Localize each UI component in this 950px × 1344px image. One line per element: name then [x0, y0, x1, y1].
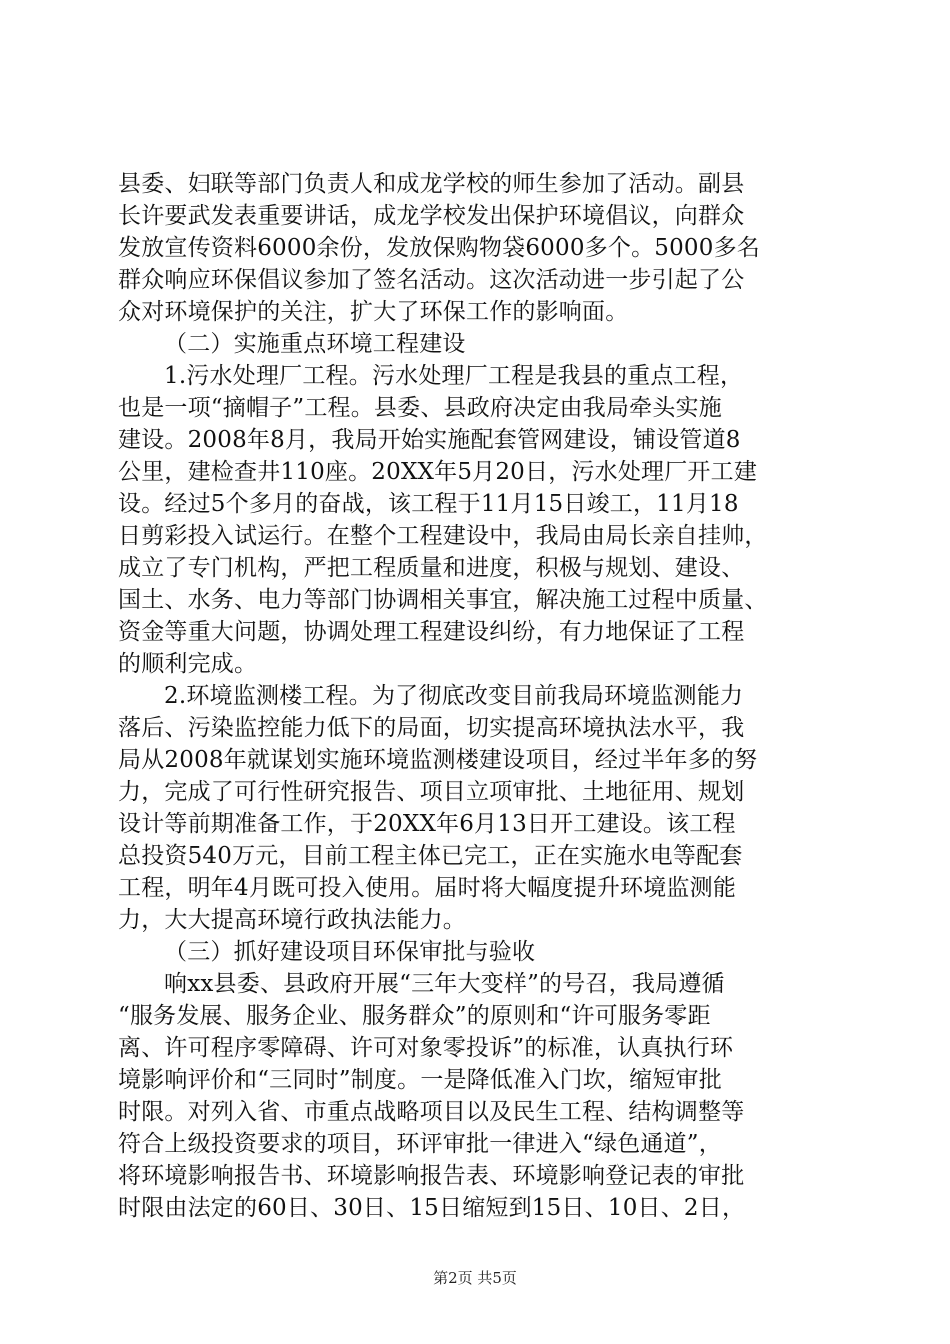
paragraph-line: 时限。对列入省、市重点战略项目以及民生工程、结构调整等	[118, 1099, 745, 1125]
paragraph-line: 力，大大提高环境行政执法能力。	[118, 907, 466, 933]
paragraph-line: 境影响评价和“三同时”制度。一是降低准入门坎，缩短审批	[118, 1067, 722, 1093]
paragraph-line: 响xx县委、县政府开展“三年大变样”的号召，我局遵循	[164, 971, 725, 997]
paragraph-line: 时限由法定的60日、30日、15日缩短到15日、10日、2日，	[118, 1195, 746, 1221]
paragraph-line: 发放宣传资料6000余份，发放保购物袋6000多个。5000多名	[118, 235, 760, 261]
paragraph-line: 2.环境监测楼工程。为了彻底改变目前我局环境监测能力	[164, 683, 744, 709]
section-heading: （三）抓好建设项目环保审批与验收	[164, 939, 536, 965]
paragraph-line: 离、许可程序零障碍、许可对象零投诉”的标准，认真执行环	[118, 1035, 734, 1061]
paragraph-line: 公里，建检查井110座。20XX年5月20日，污水处理厂开工建	[118, 459, 758, 485]
paragraph-line: 日剪彩投入试运行。在整个工程建设中，我局由局长亲自挂帅，	[118, 523, 768, 549]
paragraph-line: 成立了专门机构，严把工程质量和进度，积极与规划、建设、	[118, 555, 745, 581]
section-heading: （二）实施重点环境工程建设	[164, 331, 466, 357]
paragraph-line: 总投资540万元，目前工程主体已完工，正在实施水电等配套	[118, 843, 743, 869]
paragraph-line: 将环境影响报告书、环境影响报告表、环境影响登记表的审批	[118, 1163, 745, 1189]
paragraph-line: 建设。2008年8月，我局开始实施配套管网建设，铺设管道8	[118, 427, 741, 453]
paragraph-line: 县委、妇联等部门负责人和成龙学校的师生参加了活动。副县	[118, 171, 745, 197]
paragraph-line: 国土、水务、电力等部门协调相关事宜，解决施工过程中质量、	[118, 587, 768, 613]
paragraph-line: 长许要武发表重要讲话，成龙学校发出保护环境倡议，向群众	[118, 203, 745, 229]
paragraph-line: 落后、污染监控能力低下的局面，切实提高环境执法水平，我	[118, 715, 745, 741]
paragraph-line: 也是一项“摘帽子”工程。县委、县政府决定由我局牵头实施	[118, 395, 722, 421]
paragraph-line: 力，完成了可行性研究报告、项目立项审批、土地征用、规划	[118, 779, 745, 805]
page-number-footer: 第2页 共5页	[433, 1269, 517, 1287]
paragraph-line: 群众响应环保倡议参加了签名活动。这次活动进一步引起了公	[118, 267, 745, 293]
paragraph-line: 设。经过5个多月的奋战，该工程于11月15日竣工，11月18	[118, 491, 739, 517]
paragraph-line: 1.污水处理厂工程。污水处理厂工程是我县的重点工程，	[164, 363, 744, 389]
paragraph-line: 众对环境保护的关注，扩大了环保工作的影响面。	[118, 299, 629, 325]
paragraph-line: 的顺利完成。	[118, 651, 258, 677]
paragraph-line: 局从2008年就谋划实施环境监测楼建设项目，经过半年多的努	[118, 747, 758, 773]
paragraph-line: 工程，明年4月既可投入使用。届时将大幅度提升环境监测能	[118, 875, 737, 901]
paragraph-line: 资金等重大问题，协调处理工程建设纠纷，有力地保证了工程	[118, 619, 745, 645]
paragraph-line: 符合上级投资要求的项目，环评审批一律进入“绿色通道”，	[118, 1131, 722, 1157]
paragraph-line: “服务发展、服务企业、服务群众”的原则和“许可服务零距	[118, 1003, 711, 1029]
paragraph-line: 设计等前期准备工作，于20XX年6月13日开工建设。该工程	[118, 811, 736, 837]
